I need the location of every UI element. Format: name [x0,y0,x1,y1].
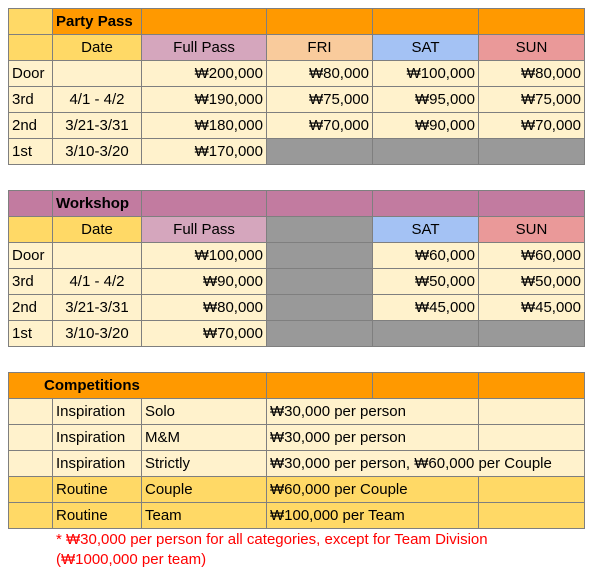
corner-cell [9,35,53,61]
sat-price: ₩90,000 [373,113,479,139]
row-label: 1st [9,321,53,347]
table-row [9,87,585,113]
table-row [9,295,585,321]
unavailable-cell [373,139,479,165]
competition-category: Couple [142,477,267,503]
competitions-title-row [9,373,585,399]
header-fill [373,373,479,399]
date-cell: 3/21-3/31 [53,113,142,139]
sun-price: ₩45,000 [479,295,585,321]
date-header: Date [53,35,142,61]
date-cell: 4/1 - 4/2 [53,87,142,113]
competition-type: Inspiration [53,425,142,451]
sun-header: SUN [479,35,585,61]
table-row [9,243,585,269]
unavailable-cell [479,139,585,165]
date-cell: 3/10-3/20 [53,321,142,347]
party-header-row [9,35,585,61]
workshop-header-row [9,217,585,243]
table-row [9,269,585,295]
full-pass-price: ₩170,000 [142,139,267,165]
full-pass-price: ₩90,000 [142,269,267,295]
full-pass-header: Full Pass [142,35,267,61]
competitions-table [8,372,585,529]
competition-price: ₩60,000 per Couple [267,477,479,503]
sun-price: ₩70,000 [479,113,585,139]
sun-price: ₩60,000 [479,243,585,269]
row-label: Door [9,61,53,87]
spacer-cell [9,503,53,529]
sat-price: ₩60,000 [373,243,479,269]
row-label: 2nd [9,295,53,321]
empty-cell [479,399,585,425]
footnote-line-1: * ₩30,000 per person for all categories, except for Team Division [56,531,488,548]
competitions-title: Competitions [9,373,267,399]
table-row [9,139,585,165]
unavailable-cell [267,217,373,243]
full-pass-price: ₩100,000 [142,243,267,269]
header-fill [373,9,479,35]
header-fill [142,191,267,217]
row-label: 1st [9,139,53,165]
header-fill [267,191,373,217]
sat-price: ₩95,000 [373,87,479,113]
competition-price: ₩30,000 per person [267,425,479,451]
competition-type: Inspiration [53,399,142,425]
footnote-line-2: (₩1000,000 per team) [56,551,207,568]
table-row [9,425,585,451]
competition-price: ₩100,000 per Team [267,503,479,529]
competition-category: M&M [142,425,267,451]
empty-cell [479,477,585,503]
unavailable-cell [267,321,373,347]
table-row [9,451,585,477]
competition-category: Solo [142,399,267,425]
competition-type: Routine [53,503,142,529]
full-pass-price: ₩80,000 [142,295,267,321]
header-fill [479,373,585,399]
party-pass-title: Party Pass [53,9,142,35]
corner-cell [9,217,53,243]
sun-price: ₩50,000 [479,269,585,295]
row-label: 2nd [9,113,53,139]
spacer-cell [9,451,53,477]
competition-type: Routine [53,477,142,503]
header-fill [479,191,585,217]
row-label: 3rd [9,269,53,295]
spacer-cell [9,477,53,503]
corner-cell [9,191,53,217]
unavailable-cell [267,139,373,165]
competition-category: Team [142,503,267,529]
competition-price: ₩30,000 per person [267,399,479,425]
spacer-cell [9,399,53,425]
footnote [56,530,488,570]
table-row [9,477,585,503]
table-row [9,399,585,425]
sun-header: SUN [479,217,585,243]
unavailable-cell [479,321,585,347]
sun-price: ₩75,000 [479,87,585,113]
date-cell [53,243,142,269]
party-pass-table [8,8,585,165]
full-pass-price: ₩200,000 [142,61,267,87]
competition-type: Inspiration [53,451,142,477]
workshop-title: Workshop [53,191,142,217]
competition-category: Strictly [142,451,267,477]
party-title-row [9,9,585,35]
spacer-cell [9,425,53,451]
header-fill [267,9,373,35]
full-pass-price: ₩70,000 [142,321,267,347]
row-label: 3rd [9,87,53,113]
header-fill [373,191,479,217]
sun-price: ₩80,000 [479,61,585,87]
date-cell: 3/10-3/20 [53,139,142,165]
fri-price: ₩70,000 [267,113,373,139]
workshop-table [8,190,585,347]
fri-price: ₩80,000 [267,61,373,87]
full-pass-price: ₩180,000 [142,113,267,139]
date-cell: 4/1 - 4/2 [53,269,142,295]
header-fill [142,9,267,35]
sat-header: SAT [373,35,479,61]
sat-price: ₩50,000 [373,269,479,295]
header-fill [479,9,585,35]
unavailable-cell [373,321,479,347]
sat-price: ₩100,000 [373,61,479,87]
table-row [9,113,585,139]
table-row [9,61,585,87]
table-row [9,321,585,347]
full-pass-header: Full Pass [142,217,267,243]
header-fill [267,373,373,399]
date-cell [53,61,142,87]
date-cell: 3/21-3/31 [53,295,142,321]
unavailable-cell [267,269,373,295]
unavailable-cell [267,243,373,269]
row-label: Door [9,243,53,269]
empty-cell [479,503,585,529]
fri-header: FRI [267,35,373,61]
date-header: Date [53,217,142,243]
sat-price: ₩45,000 [373,295,479,321]
table-row [9,503,585,529]
sat-header: SAT [373,217,479,243]
full-pass-price: ₩190,000 [142,87,267,113]
fri-price: ₩75,000 [267,87,373,113]
workshop-title-row [9,191,585,217]
competition-price: ₩30,000 per person, ₩60,000 per Couple [267,451,585,477]
empty-cell [479,425,585,451]
corner-cell [9,9,53,35]
unavailable-cell [267,295,373,321]
